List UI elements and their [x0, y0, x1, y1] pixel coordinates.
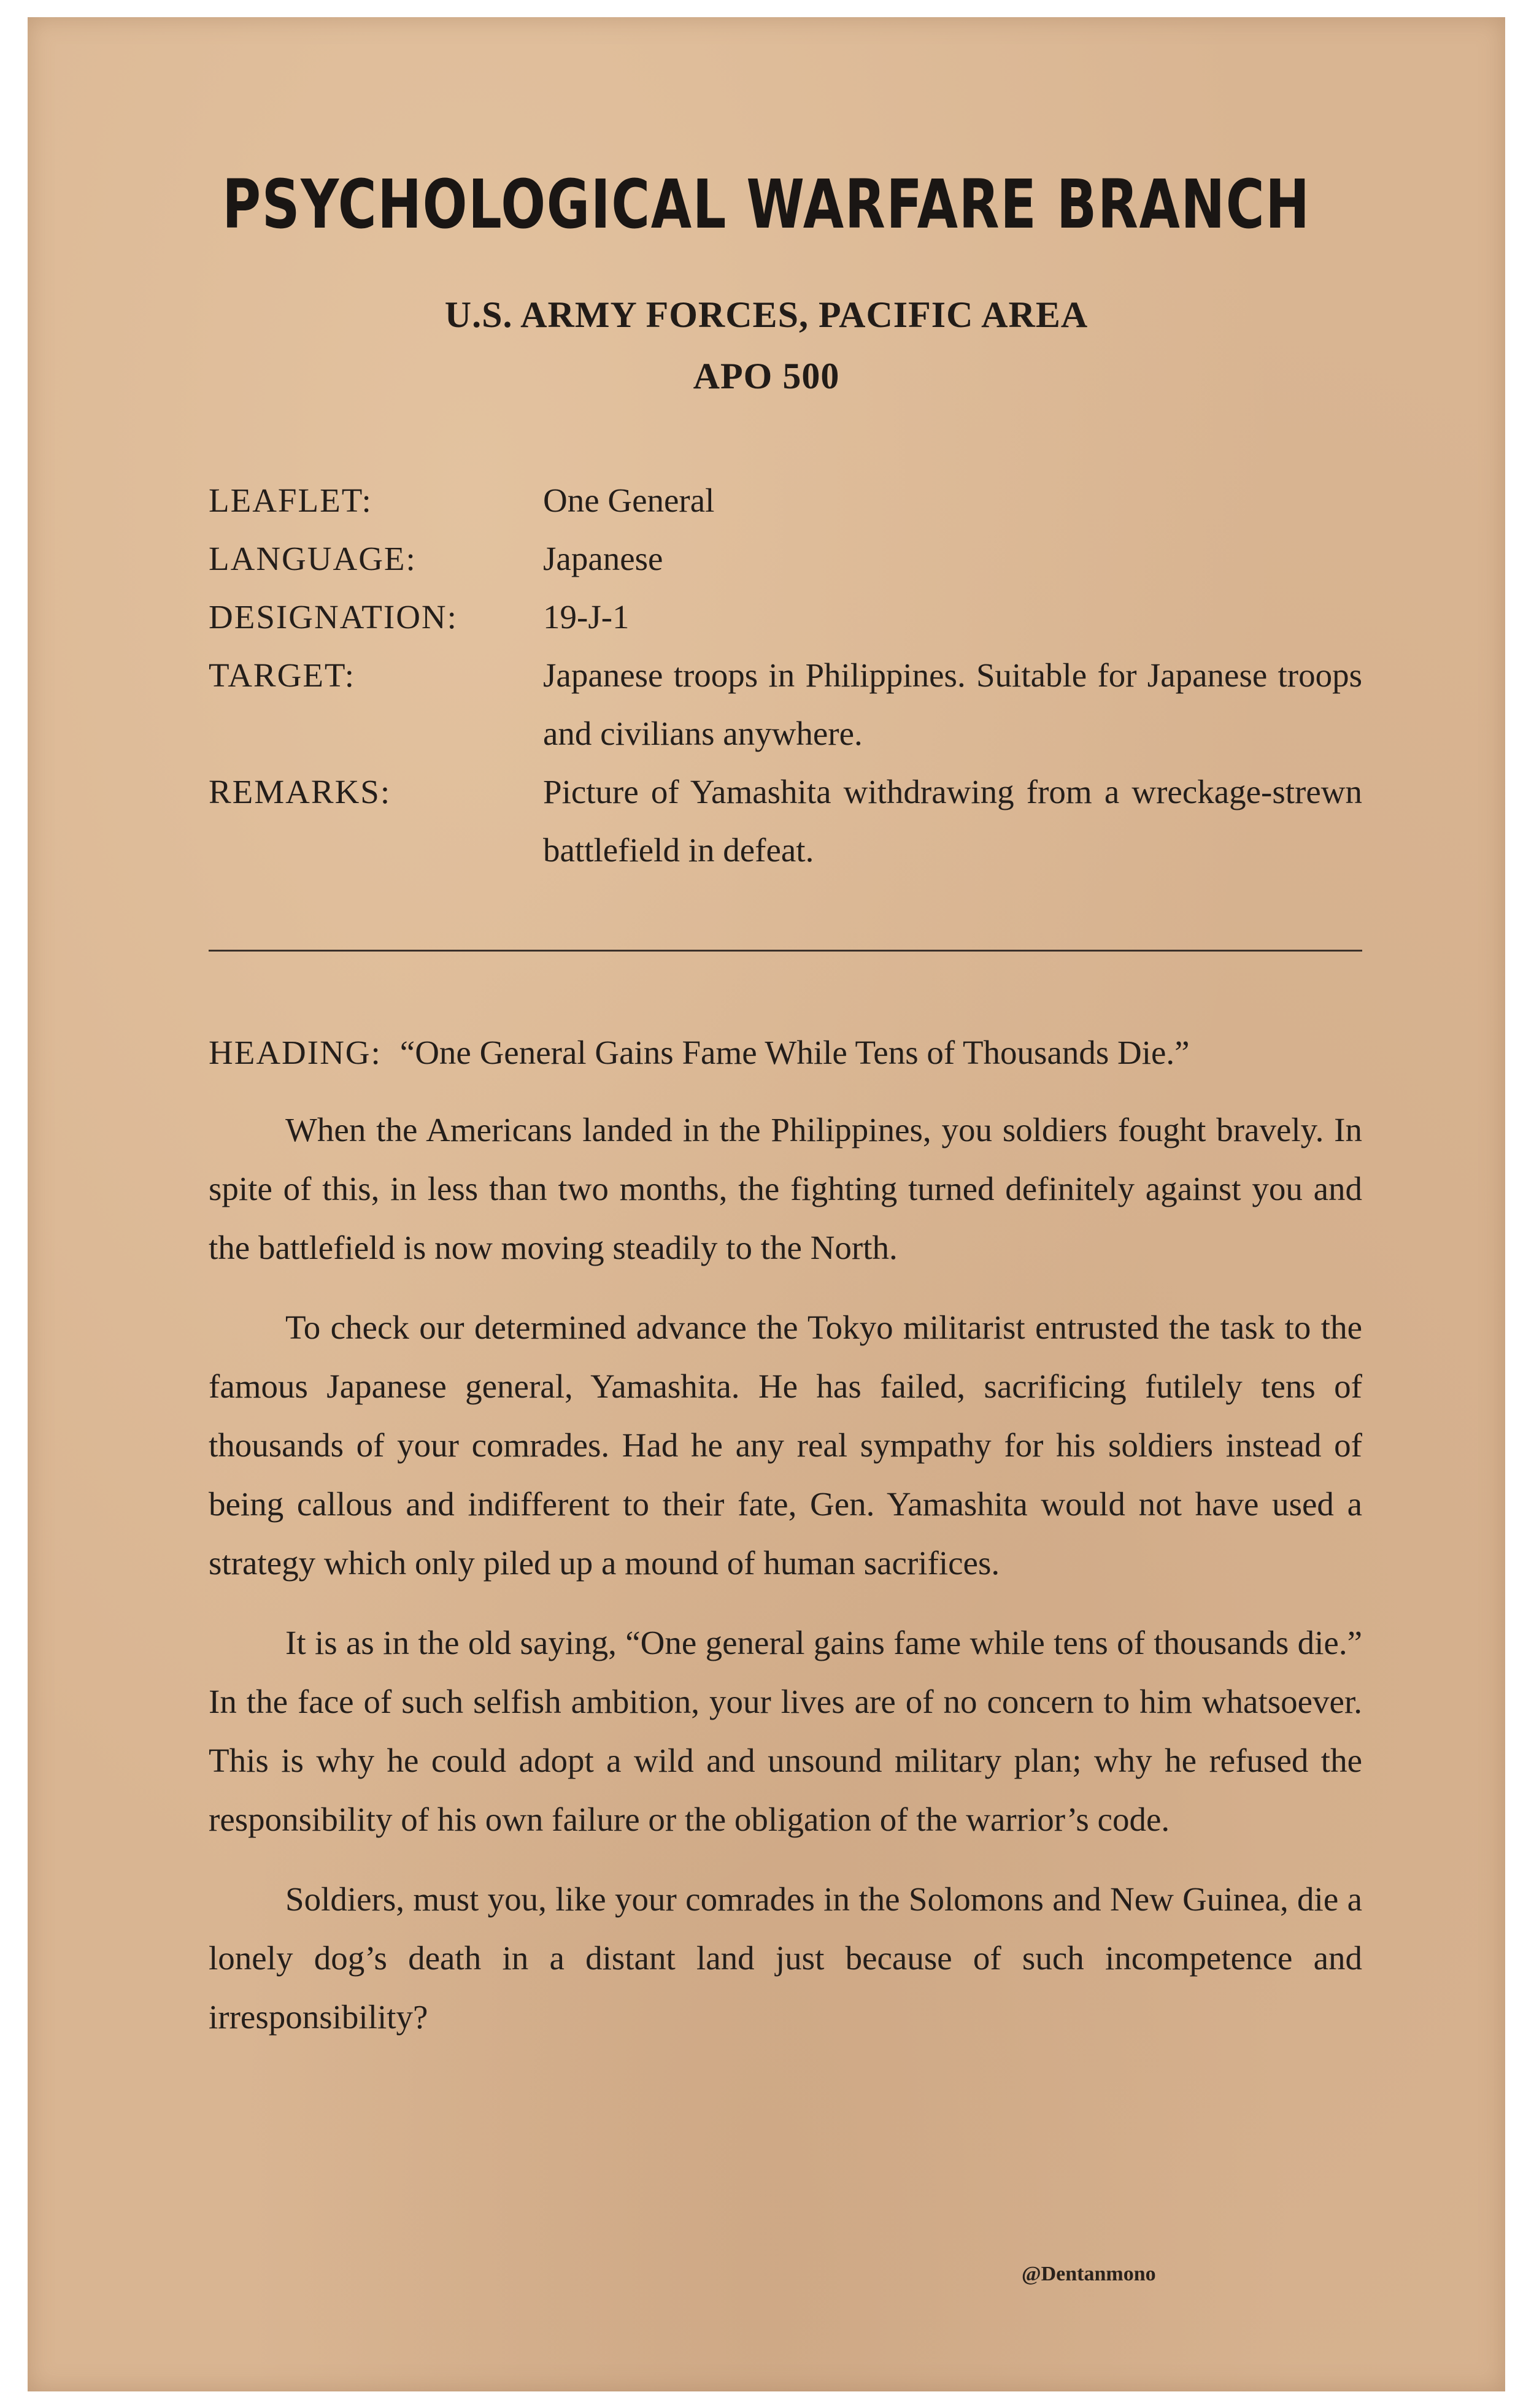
- field-value-leaflet: One General: [543, 482, 715, 519]
- document-sheet: [28, 17, 1505, 2391]
- field-row-remarks: [209, 763, 1362, 879]
- field-row-designation: [209, 588, 1362, 646]
- field-value-target: Japanese troops in Philippines. Suitable for Japanese troops and civilians anywhere.: [543, 656, 1362, 752]
- field-value-remarks: Picture of Yamashita withdrawing from a wreckage-strewn battlefield in defeat.: [543, 773, 1362, 869]
- body-paragraph-4: Soldiers, must you, like your comrades in the Solomons and New Guinea, die a lonely dog’s death in a distant land just because of such incompetence and irresponsibility?: [209, 1880, 1362, 2036]
- field-value-designation: 19-J-1: [543, 598, 630, 636]
- heading-label: HEADING:: [209, 1034, 382, 1071]
- body-paragraph-1: When the Americans landed in the Philippines, you soldiers fought bravely. In spite of this, in less than two months, the fighting turned definitely against you and the battlefield is now moving steadily to the North.: [209, 1111, 1362, 1266]
- field-label-remarks: REMARKS:: [209, 773, 391, 810]
- body-paragraph-3: It is as in the old saying, “One general gains fame while tens of thousands die.” In the face of such selfish ambition, your lives are of no concern to him whatsoever. This is why he could adopt a wild and unsound military plan; why he refused the responsibility of his own failure or the obligation of the warrior’s code.: [209, 1624, 1362, 1838]
- document-title: PSYCHOLOGICAL WARFARE BRANCH: [222, 165, 1311, 244]
- document-subtitle-apo: APO 500: [693, 356, 840, 396]
- leaflet-body: [209, 1023, 1362, 2068]
- leaflet-heading: [209, 1023, 1362, 1082]
- document-subtitle-unit: U.S. ARMY FORCES, PACIFIC AREA: [444, 294, 1089, 335]
- field-value-language: Japanese: [543, 540, 663, 577]
- field-label-leaflet: LEAFLET:: [209, 482, 372, 519]
- field-label-target: TARGET:: [209, 656, 356, 694]
- heading-text: “One General Gains Fame While Tens of Thousands Die.”: [399, 1034, 1190, 1071]
- field-row-leaflet: [209, 471, 1362, 529]
- field-label-language: LANGUAGE:: [209, 540, 417, 577]
- leaflet-details: [209, 471, 1362, 879]
- body-paragraph-2: To check our determined advance the Tokyo militarist entrusted the task to the famous Japanese general, Yamashita. He has failed, sacrificing futilely tens of thousands of your comrades. Had he any real sympathy for his soldiers instead of being callous and indifferent to their fate, Gen. Yamashita would not have used a strategy which only piled up a mound of human sacrifices.: [209, 1309, 1362, 1582]
- field-row-target: [209, 646, 1362, 763]
- section-divider: [209, 950, 1362, 952]
- watermark-credit: @Dentanmono: [1022, 2263, 1156, 2285]
- field-label-designation: DESIGNATION:: [209, 598, 458, 636]
- field-row-language: [209, 529, 1362, 588]
